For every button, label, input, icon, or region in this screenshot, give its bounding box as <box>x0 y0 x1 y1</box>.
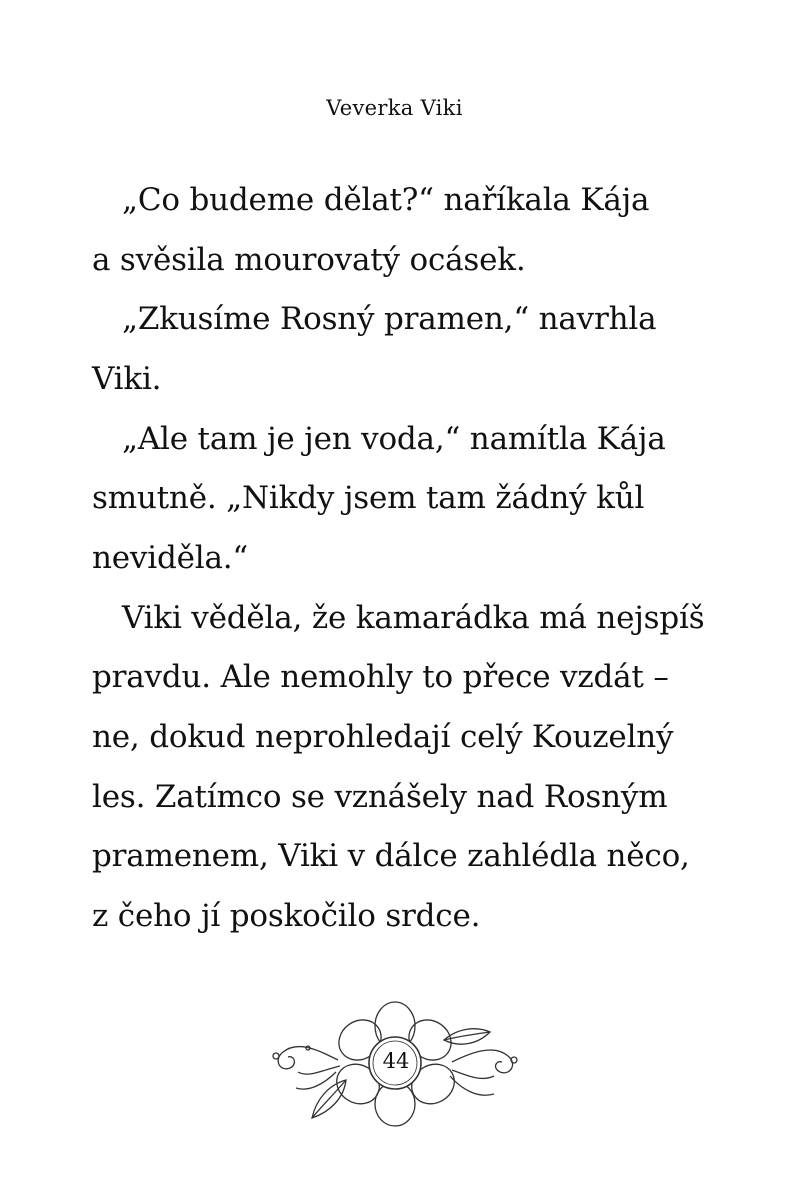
text-line: „Ale tam je jen voda,“ namítla Kája <box>122 421 666 457</box>
text-line: a svěsila mourovatý ocásek. <box>92 242 526 278</box>
text-line: smutně. „Nikdy jsem tam žádný kůl <box>92 480 645 516</box>
text-line: z čeho jí poskočilo srdce. <box>92 898 481 934</box>
text-line: pravdu. Ale nemohly to přece vzdát – <box>92 659 669 695</box>
text-line: Viki věděla, že kamarádka má nejspíš <box>122 600 705 636</box>
text-line: pramenem, Viki v dálce zahlédla něco, <box>92 838 690 874</box>
text-line: neviděla.“ <box>92 540 249 576</box>
running-head: Veverka Viki <box>326 96 463 120</box>
text-line: „Co budeme dělat?“ naříkala Kája <box>122 182 650 218</box>
text-line: ne, dokud neprohledají celý Kouzelný <box>92 719 674 755</box>
text-line: „Zkusíme Rosný pramen,“ navrhla <box>122 301 657 337</box>
text-line: les. Zatímco se vznášely nad Rosným <box>92 779 668 815</box>
text-line: Viki. <box>92 361 162 397</box>
page-number: 44 <box>382 1049 410 1073</box>
